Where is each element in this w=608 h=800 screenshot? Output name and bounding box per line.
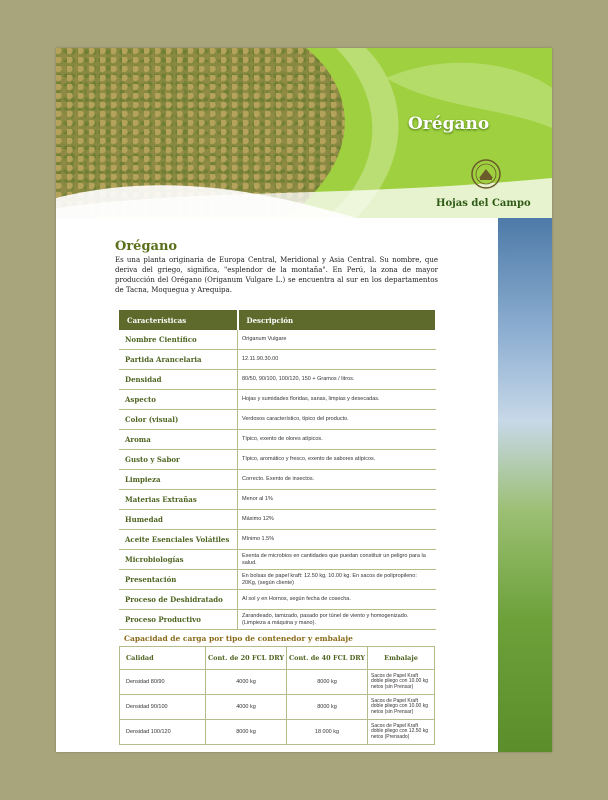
spec-name: Gusto y Sabor <box>119 450 238 470</box>
spec-name: Partida Arancelaria <box>119 350 238 370</box>
table-row <box>120 720 435 745</box>
spec-value: Hojas y sumidades floridas, sanas, limpias y desecadas. <box>238 390 437 410</box>
seal-logo-icon <box>470 158 502 190</box>
table-row <box>119 590 436 610</box>
spec-name: Aroma <box>119 430 238 450</box>
document-title: Orégano <box>115 239 178 254</box>
spec-name: Aspecto <box>119 390 238 410</box>
load-40ft: 18 000 kg <box>287 720 368 745</box>
spec-value: Mínimo 1.5% <box>238 530 437 550</box>
table-row <box>119 470 436 490</box>
specifications-table <box>119 310 437 630</box>
load-header-20ft: Cont. de 20 FCL DRY <box>206 647 287 670</box>
table-row <box>119 330 436 350</box>
table-row <box>119 490 436 510</box>
table-row <box>119 610 436 630</box>
banner-title: Orégano <box>408 114 490 134</box>
spec-name: Microbiologías <box>119 550 238 570</box>
table-row <box>119 350 436 370</box>
load-40ft: 8000 kg <box>287 695 368 720</box>
load-quality: Densidad 90/100 <box>120 695 206 720</box>
load-header-40ft: Cont. de 40 FCL DRY <box>287 647 368 670</box>
spec-name: Densidad <box>119 370 238 390</box>
spec-value: Origanum Vulgare <box>238 330 437 350</box>
load-quality: Densidad 80/90 <box>120 670 206 695</box>
spec-value: En bolsas de papel kraft: 12.50 kg, 10.00 kg. En sacos de polipropileno: 20Kg, (según cliente) <box>238 570 437 590</box>
load-header-row <box>120 647 435 670</box>
table-row <box>119 430 436 450</box>
table-row <box>119 570 436 590</box>
spec-name: Presentación <box>119 570 238 590</box>
spec-value: Menor al 1% <box>238 490 437 510</box>
spec-name: Materias Extrañas <box>119 490 238 510</box>
load-quality: Densidad 100/120 <box>120 720 206 745</box>
spec-value: Verdosos característico, típico del producto. <box>238 410 437 430</box>
spec-value: Típico, exento de olores atípicos. <box>238 430 437 450</box>
load-packaging: Sacos de Papel Kraft doble pliego con 10.00 kg netos (sin Prensar) <box>368 695 435 720</box>
load-20ft: 8000 kg <box>206 720 287 745</box>
spec-name: Nombre Científico <box>119 330 238 350</box>
spec-name: Aceite Esenciales Volátiles <box>119 530 238 550</box>
load-capacity-title: Capacidad de carga por tipo de contenedor y embalaje <box>124 634 353 643</box>
load-header-packaging: Embalaje <box>368 647 435 670</box>
spec-header-description: Descripción <box>238 310 437 330</box>
table-row <box>119 410 436 430</box>
spec-value: Al sol y en Hornos, según fecha de cosecha. <box>238 590 437 610</box>
load-header-quality: Calidad <box>120 647 206 670</box>
spec-value: Correcto. Exento de insectos. <box>238 470 437 490</box>
datasheet-page <box>56 48 552 752</box>
spec-value: Máximo 12% <box>238 510 437 530</box>
intro-paragraph: Es una planta originaria de Europa Central, Meridional y Asia Central. Su nombre, que deriva del griego, significa, "esplendor de la montaña". En Perú, la zona de mayor producción del Orégano (Origanum Vulgare L.) se encuentra al sur en los departamentos de Tacna, Moquegua y Arequipa. <box>115 256 438 294</box>
spec-name: Color (visual) <box>119 410 238 430</box>
header-banner <box>56 48 552 218</box>
field-sky-image <box>498 218 552 752</box>
load-packaging: Sacos de Papel Kraft doble pliego con 10.00 kg netos (sin Prensar) <box>368 670 435 695</box>
spec-name: Limpieza <box>119 470 238 490</box>
load-20ft: 4000 kg <box>206 695 287 720</box>
spec-name: Proceso de Deshidratado <box>119 590 238 610</box>
spec-name: Proceso Productivo <box>119 610 238 630</box>
load-20ft: 4000 kg <box>206 670 287 695</box>
table-row <box>119 530 436 550</box>
table-row <box>119 550 436 570</box>
load-packaging: Sacos de Papel Kraft doble pliego con 12.50 kg netos (Prensado) <box>368 720 435 745</box>
spec-header-characteristics: Características <box>119 310 238 330</box>
load-40ft: 8000 kg <box>287 670 368 695</box>
table-row <box>119 450 436 470</box>
spec-name: Humedad <box>119 510 238 530</box>
spec-value: 80/50, 90/100, 100/120, 150 + Gramos / litros. <box>238 370 437 390</box>
table-row <box>120 695 435 720</box>
spec-header-row <box>119 310 436 330</box>
spec-value: Exenta de microbios en cantidades que puedan constituir un peligro para la salud. <box>238 550 437 570</box>
spec-value: Típico, aromático y fresco, exento de sabores atípicos. <box>238 450 437 470</box>
table-row <box>119 390 436 410</box>
table-row <box>119 370 436 390</box>
table-row <box>120 670 435 695</box>
load-capacity-table <box>119 646 435 745</box>
spec-value: 12.11.90.30.00 <box>238 350 437 370</box>
spec-value: Zarandeado, tamizado, pasado por túnel de viento y homogenizado. (Limpieza a máquina y mano). <box>238 610 437 630</box>
brand-name: Hojas del Campo <box>436 198 531 209</box>
table-row <box>119 510 436 530</box>
